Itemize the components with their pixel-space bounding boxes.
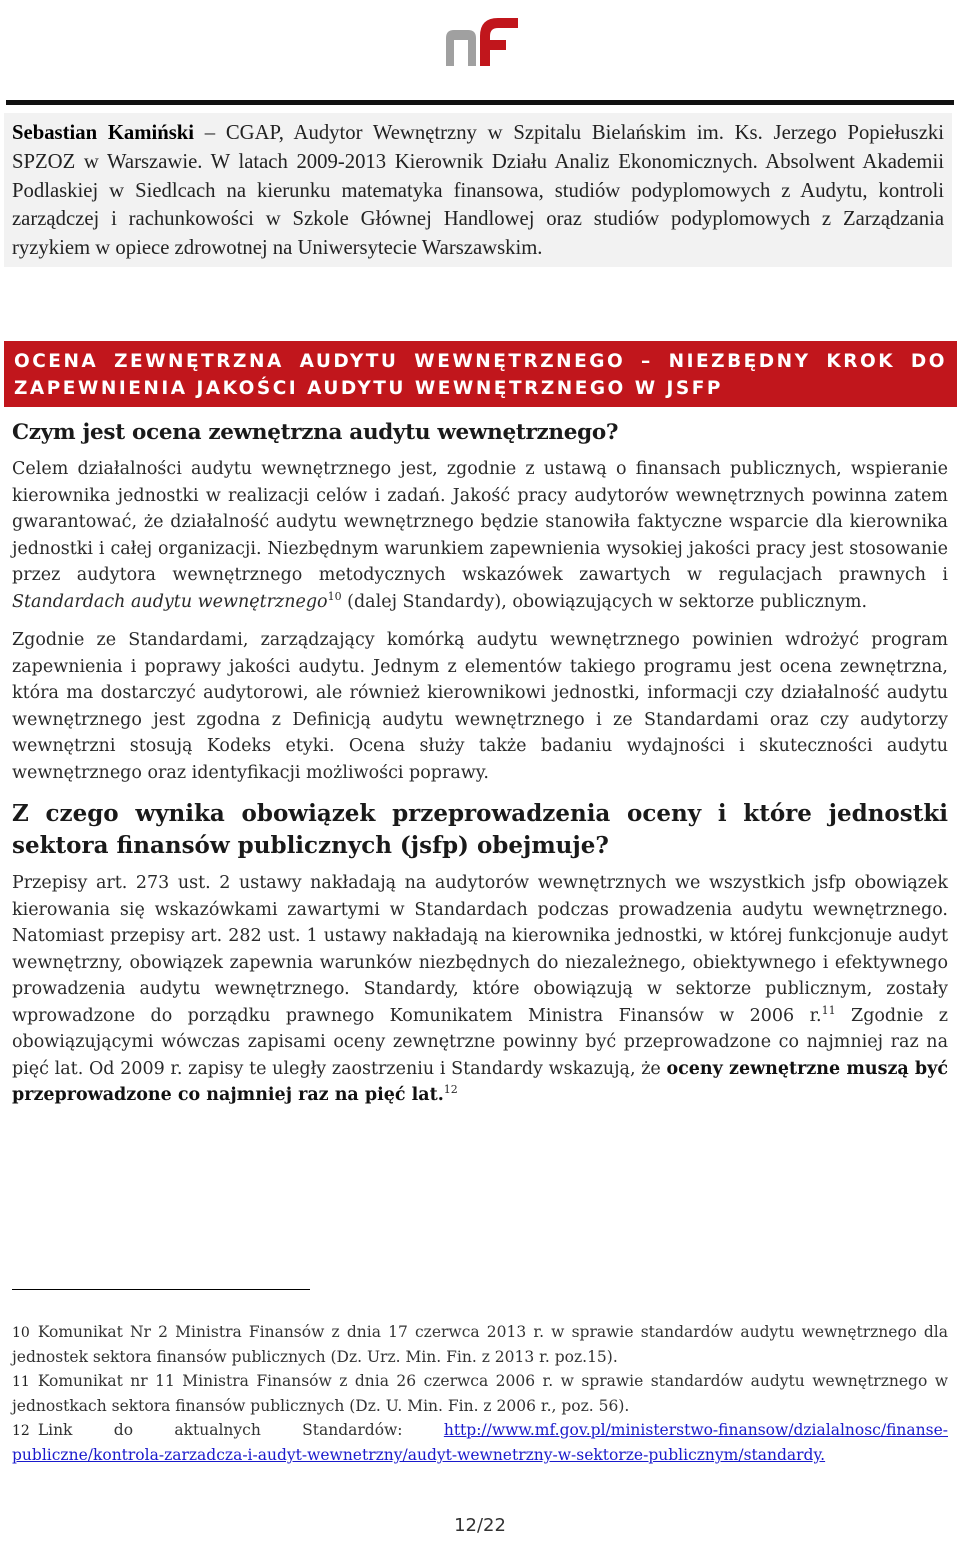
paragraph-1: [12, 456, 948, 615]
footnote-ref-11[interactable]: 11: [821, 1003, 836, 1017]
page-number: 12/22: [454, 1515, 506, 1536]
footnote-number: 10: [12, 1325, 30, 1341]
footnotes: [12, 1320, 948, 1467]
section-title-banner: [4, 341, 957, 407]
footnote-text: Komunikat Nr 2 Ministra Finansów z dnia 17 czerwca 2013 r. w sprawie standardów audytu wewnętrznego dla jednostek sektora finansów publicznych (Dz. Urz. Min. Fin. z 2013 r. poz.15).: [12, 1323, 948, 1366]
paragraph-2: Zgodnie ze Standardami, zarządzający komórką audytu wewnętrznego powinien wdrożyć program zapewnienia i poprawy jakości audytu. Jednym z elementów takiego programu jest ocena zewnętrzna, która ma dostarczyć audytorowi, ale również kierownikowi jednostki, informacji czy działalność audytu wewnętrznego jest zgodna z Definicją audytu wewnętrznego i ze Standardami oraz czy audytorzy wewnętrzni stosują Kodeks etyki. Ocena służy także badaniu wydajności i skuteczności audytu wewnętrznego oraz identyfikacji możliwości poprawy.: [12, 630, 948, 783]
author-bio: [4, 113, 952, 267]
mf-logo-mark: [446, 18, 518, 66]
footnote-11: [12, 1369, 948, 1418]
author-name: Sebastian Kamiński: [12, 122, 195, 144]
paragraph-3-text-b: Zgodnie z obowiązującymi wówczas zapisami oceny zewnętrzne powinny być przeprowadzone co najmniej raz na pięć lat. Od 2009 r. zapisy te uległy zaostrzeniu i Standardy wskazują, że: [12, 1005, 948, 1079]
paragraph-1-text-b: (dalej Standardy), obowiązujących w sektorze publicznym.: [341, 591, 868, 612]
question-heading-1: Czym jest ocena zewnętrzna audytu wewnętrznego?: [12, 420, 619, 445]
section-title: OCENA ZEWNĘTRZNA AUDYTU WEWNĘTRZNEGO – NIEZBĘDNY KROK DO ZAPEWNIENIA JAKOŚCI AUDYTU WEWNĘTRZNEGO W JSFP: [14, 351, 947, 399]
footnote-12: [12, 1418, 948, 1467]
footnote-separator: [12, 1289, 310, 1290]
author-bio-text: – CGAP, Audytor Wewnętrzny w Szpitalu Bielańskim im. Ks. Jerzego Popiełuszki SPZOZ w Warszawie. W latach 2009-2013 Kierownik Działu Analiz Ekonomicznych. Absolwent Akademii Podlaskiej w Siedlcach na kierunku matematyka finansowa, studiów podyplomowych z Audytu, kontroli zarządczej i rachunkowości w Szkole Głównej Handlowej oraz studiów podyplomowych z Zarządzania ryzykiem w opiece zdrowotnej na Uniwersytecie Warszawskim.: [12, 122, 944, 260]
paragraph-3: [12, 870, 948, 1109]
footnote-ref-12[interactable]: 12: [443, 1083, 458, 1097]
footnote-text: Link do aktualnych Standardów:: [37, 1421, 444, 1439]
header-rule: [6, 100, 954, 105]
standards-link[interactable]: http://www.mf.gov.pl/ministerstwo-finansow/dzialalnosc/finanse-publiczne/kontrola-zarzadcza-i-audyt-wewnetrzny/audyt-wewnetrzny-w-sektorze-publicznym/standardy.: [12, 1421, 948, 1464]
footnote-text: Komunikat nr 11 Ministra Finansów z dnia 26 czerwca 2006 r. w sprawie standardów audytu wewnętrznego w jednostkach sektora finansów publicznych (Dz. U. Min. Fin. z 2006 r., poz. 56).: [12, 1372, 948, 1415]
article-body: [12, 418, 948, 1121]
mf-logo: [442, 8, 522, 70]
footnote-ref-10[interactable]: 10: [327, 589, 342, 603]
footnote-10: [12, 1320, 948, 1369]
footnote-number: 11: [12, 1374, 30, 1390]
paragraph-3-bold: oceny zewnętrzne muszą być przeprowadzone co najmniej raz na pięć lat.: [12, 1058, 948, 1105]
footnote-number: 12: [12, 1423, 30, 1439]
paragraph-3-text-a: Przepisy art. 273 ust. 2 ustawy nakładają na audytorów wewnętrznych we wszystkich jsfp obowiązek kierowania się wskazówkami zawartymi w Standardach podczas prowadzenia audytu wewnętrznego. Natomiast przepisy art. 282 ust. 1 ustawy nakładają na kierownika jednostki, w której funkcjonuje audyt wewnętrzny, obowiązek zapewnia warunków niezbędnych do niezależnego, obiektywnego i efektywnego prowadzenia audytu wewnętrznego. Standardy, które obowiązują w sektorze publicznym, zostały wprowadzone do porządku prawnego Komunikatem Ministra Finansów w 2006 r.: [12, 873, 948, 1026]
standards-title: Standardach audytu wewnętrznego: [12, 591, 328, 612]
paragraph-1-text-a: Celem działalności audytu wewnętrznego jest, zgodnie z ustawą o finansach publicznych, wspieranie kierownika jednostki w realizacji celów i zadań. Jakość pracy audytorów wewnętrznych powinna zatem gwarantować, że działalność audytu wewnętrznego będzie stanowiła faktyczne wsparcie dla kierownika jednostki i całej organizacji. Niezbędnym warunkiem zapewnienia wysokiej jakości pracy jest stosowanie przez audytora wewnętrznego metodycznych wskazówek zawartych w regulacjach prawnych i: [12, 459, 948, 585]
question-heading-2: Z czego wynika obowiązek przeprowadzenia oceny i które jednostki sektora finansów publicznych (jsfp) obejmuje?: [12, 800, 948, 859]
